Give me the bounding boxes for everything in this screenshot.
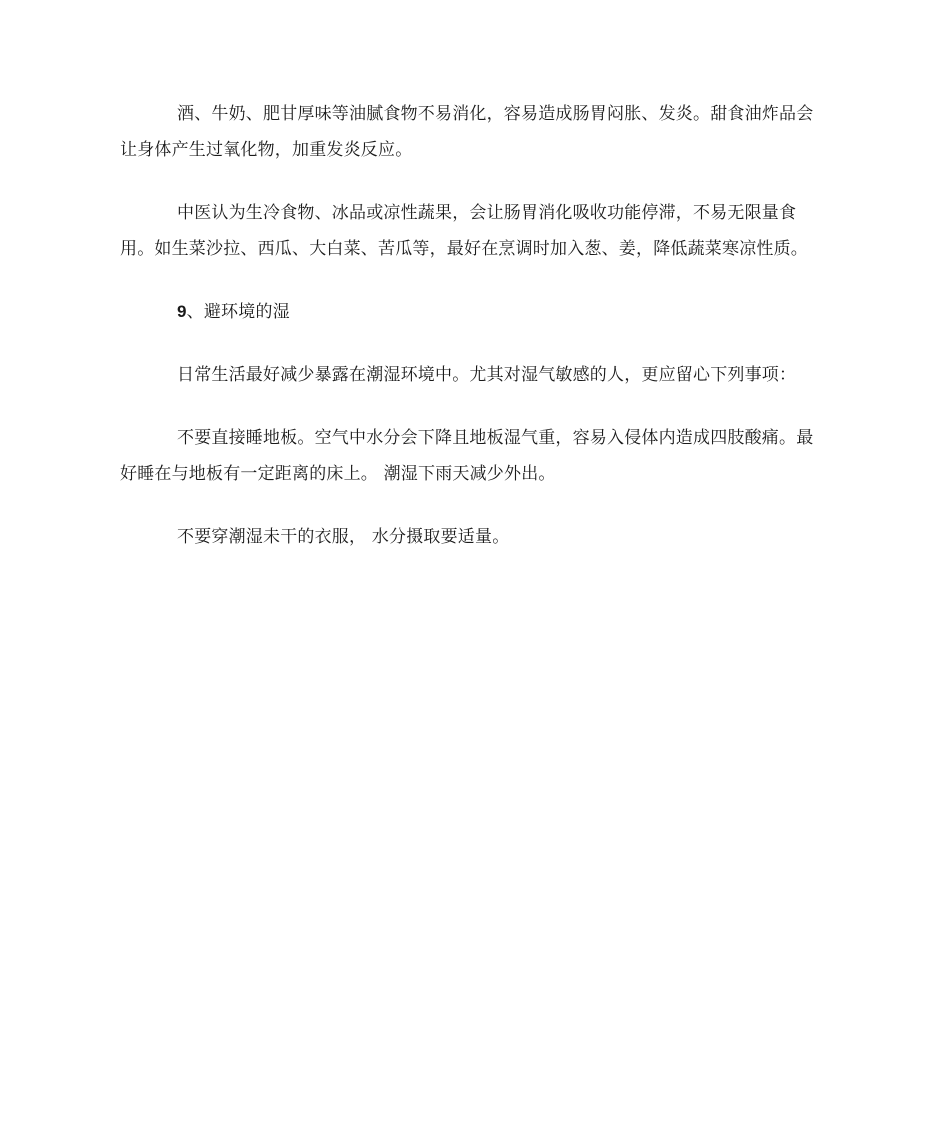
paragraph-floor-sleeping: 不要直接睡地板。空气中水分会下降且地板湿气重，容易入侵体内造成四肢酸痛。最好睡在与地板有一定距离的床上。 潮湿下雨天减少外出。: [120, 428, 814, 484]
paragraph-damp-clothes: 不要穿潮湿未干的衣服， 水分摄取要适量。: [177, 527, 510, 547]
paragraph-greasy-food: 酒、牛奶、肥甘厚味等油腻食物不易消化，容易造成肠胃闷胀、发炎。甜食油炸品会让身体产生过氧化物，加重发炎反应。: [120, 104, 814, 160]
document-body: [120, 96, 830, 555]
section-heading: [120, 294, 830, 330]
section-heading-number: 9: [177, 302, 187, 321]
paragraph-cold-food: 中医认为生冷食物、冰品或凉性蔬果，会让肠胃消化吸收功能停滞，不易无限量食用。如生菜沙拉、西瓜、大白菜、苦瓜等，最好在烹调时加入葱、姜，降低蔬菜寒凉性质。: [120, 203, 808, 259]
section-heading-text: 、避环境的湿: [186, 302, 290, 322]
paragraph-avoid-humidity: 日常生活最好减少暴露在潮湿环境中。尤其对湿气敏感的人，更应留心下列事项：: [177, 365, 797, 385]
